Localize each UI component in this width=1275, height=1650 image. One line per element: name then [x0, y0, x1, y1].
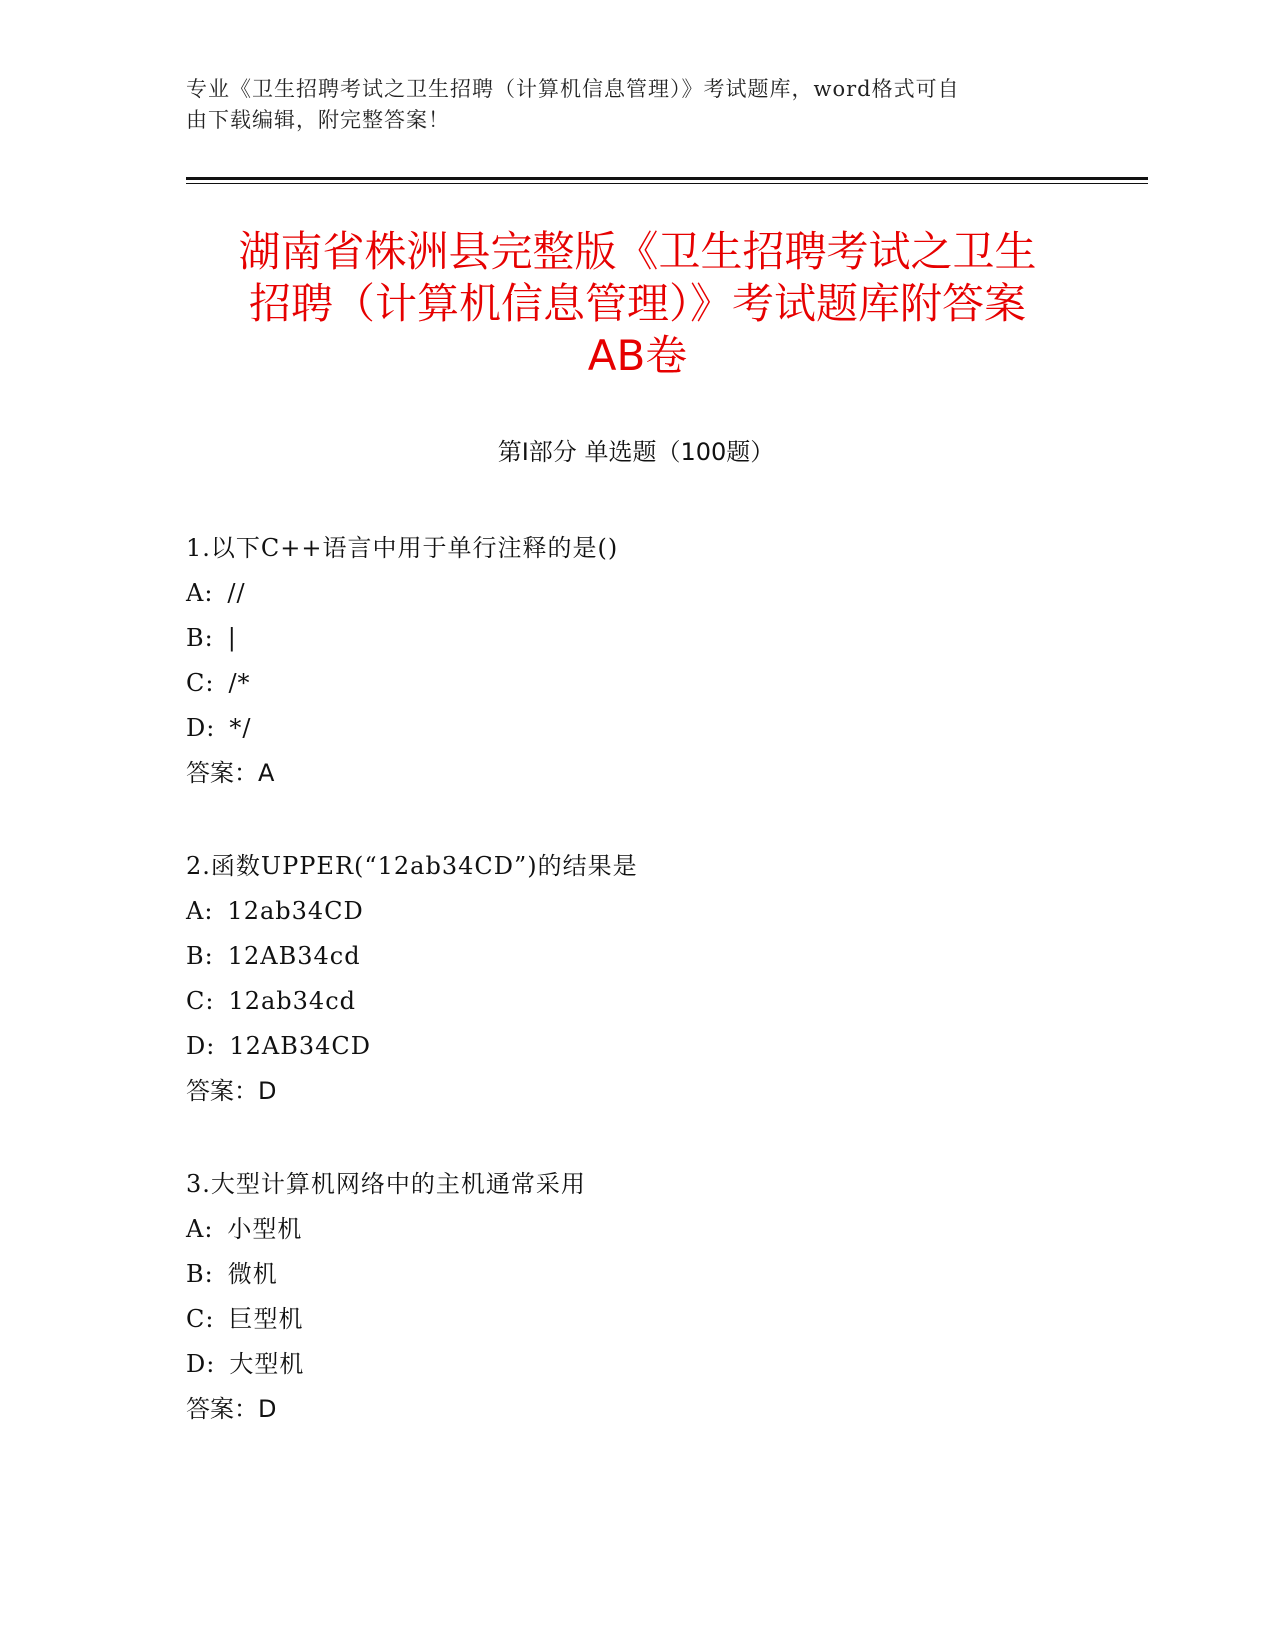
option-text: 巨型机 — [228, 1305, 304, 1333]
option-label: C: — [186, 987, 215, 1015]
title-line-1: 湖南省株洲县完整版《卫生招聘考试之卫生 — [238, 227, 1037, 276]
question-3 — [186, 1162, 1086, 1480]
option-label: A: — [186, 897, 214, 925]
option-text: 12ab34cd — [228, 987, 357, 1015]
option-c — [186, 1297, 1086, 1342]
question-stem: 1.以下C++语言中用于单行注释的是() — [186, 534, 619, 562]
option-d — [186, 706, 1086, 751]
option-b — [186, 1252, 1086, 1297]
option-label: B: — [186, 1260, 214, 1288]
option-text: 12AB34cd — [227, 942, 361, 970]
option-label: A: — [186, 1215, 214, 1243]
option-d — [186, 1342, 1086, 1387]
option-label: A: — [186, 579, 214, 607]
option-text: 12ab34CD — [227, 897, 364, 925]
option-a — [186, 571, 1086, 616]
question-1 — [186, 526, 1086, 844]
answer-line: 答案：A — [186, 759, 275, 787]
option-text: // — [227, 579, 246, 607]
option-b — [186, 616, 1086, 661]
question-stem: 2.函数UPPER(“12ab34CD”)的结果是 — [186, 852, 638, 880]
option-text: 小型机 — [227, 1215, 303, 1243]
option-label: D: — [186, 714, 216, 742]
option-label: D: — [186, 1350, 216, 1378]
option-text: */ — [229, 714, 252, 742]
document-title — [190, 226, 1085, 382]
header-line-1: 专业《卫生招聘考试之卫生招聘（计算机信息管理）》考试题库，word格式可自 — [186, 77, 960, 101]
header-line-2: 由下载编辑，附完整答案！ — [186, 108, 450, 132]
option-label: B: — [186, 942, 214, 970]
option-a — [186, 1207, 1086, 1252]
option-d — [186, 1024, 1086, 1069]
option-text: | — [227, 624, 237, 652]
option-label: C: — [186, 1305, 215, 1333]
option-a — [186, 889, 1086, 934]
option-text: 大型机 — [229, 1350, 305, 1378]
page-header — [186, 74, 1086, 136]
answer-line: 答案：D — [186, 1077, 277, 1105]
option-b — [186, 934, 1086, 979]
option-text: /* — [228, 669, 251, 697]
option-label: D: — [186, 1032, 216, 1060]
header-divider-thin — [186, 183, 1148, 184]
option-label: C: — [186, 669, 215, 697]
option-text: 微机 — [227, 1260, 278, 1288]
question-list — [186, 526, 1086, 1480]
title-line-3: AB卷 — [587, 331, 688, 380]
answer-line: 答案：D — [186, 1395, 277, 1423]
option-text: 12AB34CD — [229, 1032, 371, 1060]
question-stem: 3.大型计算机网络中的主机通常采用 — [186, 1170, 586, 1198]
section-title: 第Ⅰ部分 单选题（100题） — [497, 438, 775, 466]
option-label: B: — [186, 624, 214, 652]
question-2 — [186, 844, 1086, 1162]
option-c — [186, 661, 1086, 706]
title-line-2: 招聘（计算机信息管理）》考试题库附答案 — [248, 279, 1026, 328]
header-divider-thick — [186, 177, 1148, 180]
option-c — [186, 979, 1086, 1024]
